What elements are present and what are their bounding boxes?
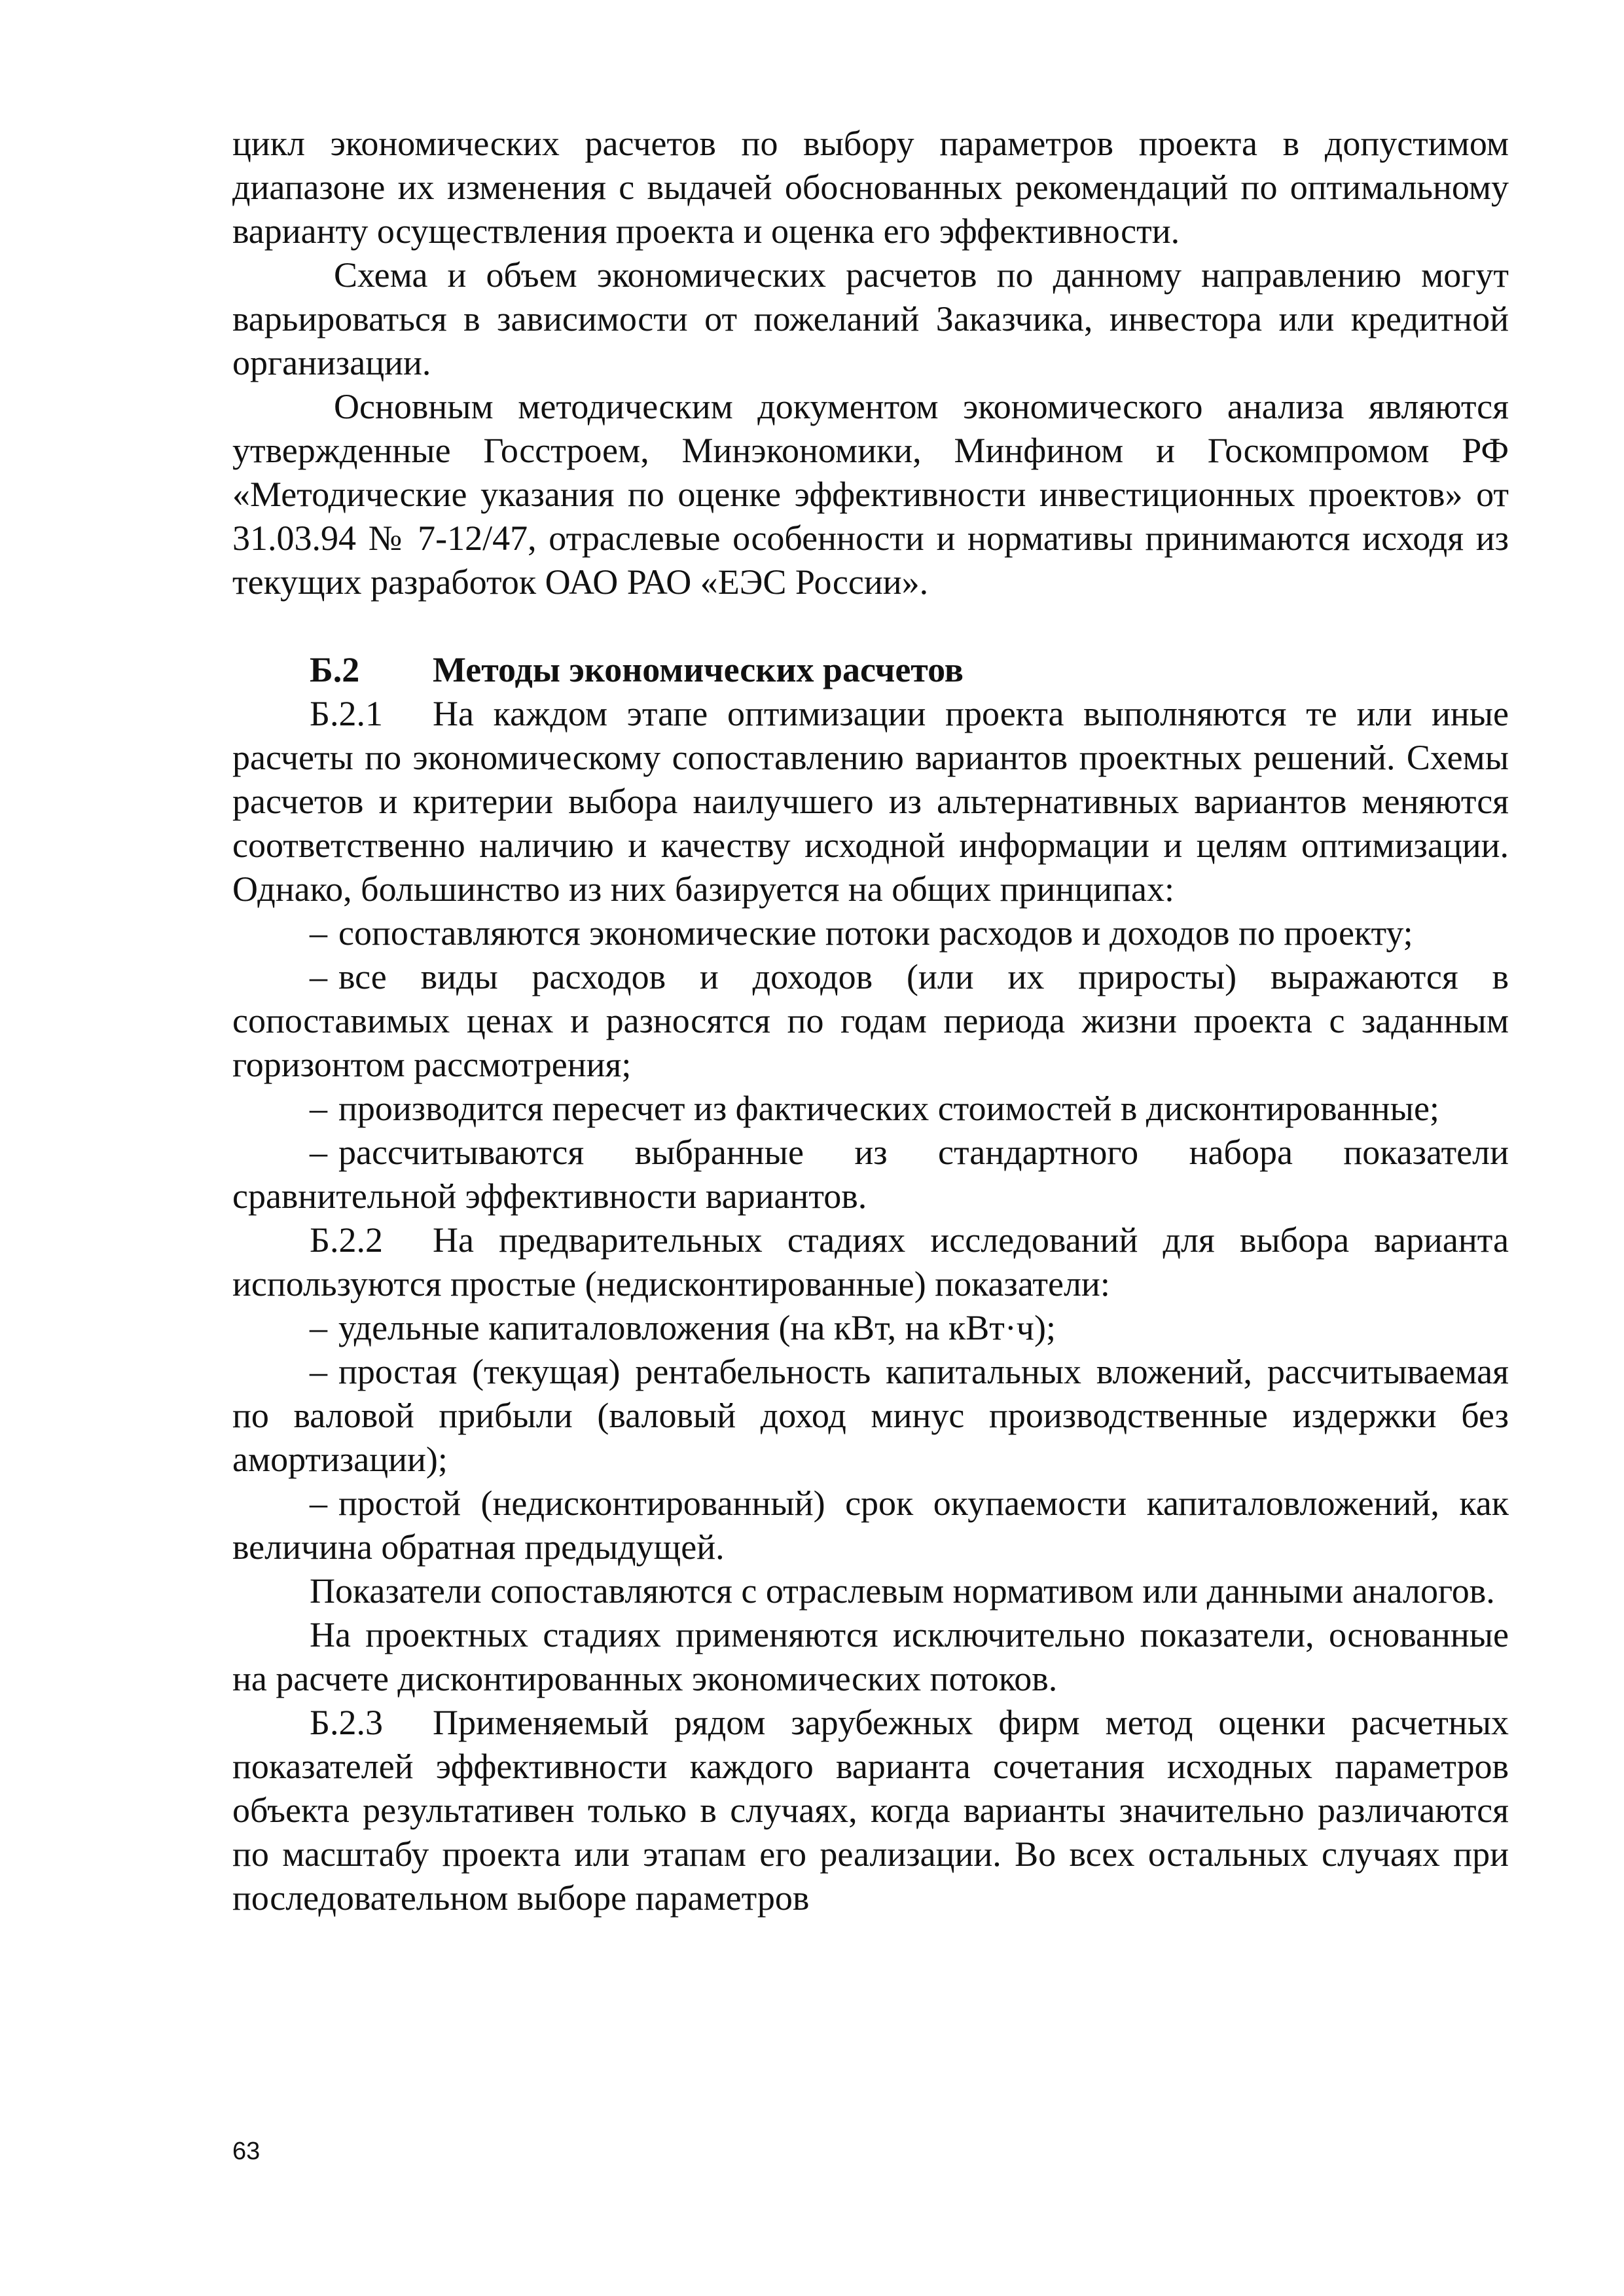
section-heading bbox=[232, 604, 1509, 692]
clause-number: Б.2.3 bbox=[310, 1703, 384, 1742]
list-item-text: рассчитываются выбранные из стандартного набора показатели сравнительной эффективности вариантов. bbox=[232, 1133, 1509, 1216]
bullet-dash: – bbox=[310, 1484, 327, 1523]
paragraph-scheme-volume: Схема и объем экономических расчетов по данному направлению могут варьироваться в зависимости от пожеланий Заказчика, инвестора или кредитной организации. bbox=[232, 255, 1509, 382]
paragraph-project-stages: На проектных стадиях применяются исключительно показатели, основанные на расчете дисконтированных экономических потоков. bbox=[232, 1615, 1509, 1698]
clause-b-2-3 bbox=[232, 1701, 1509, 1920]
list-item-text: производится пересчет из фактических стоимостей в дисконтированные; bbox=[338, 1089, 1439, 1128]
list-item bbox=[232, 1131, 1509, 1218]
list-item bbox=[232, 1350, 1509, 1482]
bullet-dash: – bbox=[310, 1133, 327, 1172]
clause-number: Б.2.1 bbox=[310, 694, 384, 733]
bullet-dash: – bbox=[310, 913, 327, 953]
list-item bbox=[232, 955, 1509, 1087]
clause-b-2-1 bbox=[232, 692, 1509, 911]
list-item-text: простой (недисконтированный) срок окупаемости капиталовложений, как величина обратная предыдущей. bbox=[232, 1484, 1509, 1567]
list-item-text: все виды расходов и доходов (или их приросты) выражаются в сопоставимых ценах и разносятся по годам периода жизни проекта с заданным горизонтом рассмотрения; bbox=[232, 957, 1509, 1084]
section-number: Б.2 bbox=[310, 650, 360, 689]
clause-b-2-2 bbox=[232, 1218, 1509, 1306]
list-item-text: удельные капиталовложения (на кВт, на кВт·ч); bbox=[338, 1308, 1056, 1347]
clause-text: Применяемый рядом зарубежных фирм метод оценки расчетных показателей эффективности каждого варианта сочетания исходных параметров объекта результативен только в случаях, когда варианты значительно различаются по масштабу проекта или этапам его реализации. Во всех остальных случаях при последовательном выборе параметров bbox=[232, 1703, 1509, 1918]
list-item bbox=[232, 1306, 1509, 1350]
paragraph-indicators-compared: Показатели сопоставляются с отраслевым нормативом или данными аналогов. bbox=[310, 1571, 1495, 1611]
bullet-dash: – bbox=[310, 1089, 327, 1128]
section-title: Методы экономических расчетов bbox=[433, 650, 964, 689]
clause-text: На каждом этапе оптимизации проекта выполняются те или иные расчеты по экономическому сопоставлению вариантов проектных решений. Схемы расчетов и критерии выбора наилучшего из альтернативных вариантов меняются соответственно наличию и качеству исходной информации и целям оптимизации. Однако, большинство из них базируется на общих принципах: bbox=[232, 694, 1509, 909]
list-item-text: сопоставляются экономические потоки расходов и доходов по проекту; bbox=[338, 913, 1413, 953]
list-item bbox=[232, 1482, 1509, 1569]
list-item bbox=[232, 911, 1509, 955]
list-item bbox=[232, 1087, 1509, 1131]
clause-number: Б.2.2 bbox=[310, 1220, 384, 1260]
paragraph-continuation: цикл экономических расчетов по выбору параметров проекта в допустимом диапазоне их изменения с выдачей обоснованных рекомендаций по оптимальному варианту осуществления проекта и оценка его эффективности. bbox=[232, 124, 1509, 251]
bullet-dash: – bbox=[310, 1352, 327, 1391]
paragraph-main-document: Основным методическим документом экономического анализа являются утвержденные Госстроем, Минэкономики, Минфином и Госкомпромом РФ «Методические указания по оценке эффективности инвестиционных проектов» от 31.03.94 № 7-12/47, отраслевые особенности и нормативы принимаются исходя из текущих разработок ОАО РАО «ЕЭС России». bbox=[232, 387, 1509, 602]
clause-text: На предварительных стадиях исследований для выбора варианта используются простые (недисконтированные) показатели: bbox=[232, 1220, 1509, 1303]
document-page bbox=[232, 122, 1509, 1920]
page-number: 63 bbox=[232, 2138, 261, 2165]
list-item-text: простая (текущая) рентабельность капитальных вложений, рассчитываемая по валовой прибыли (валовый доход минус производственные издержки без амортизации); bbox=[232, 1352, 1509, 1479]
bullet-dash: – bbox=[310, 1308, 327, 1347]
bullet-dash: – bbox=[310, 957, 327, 996]
